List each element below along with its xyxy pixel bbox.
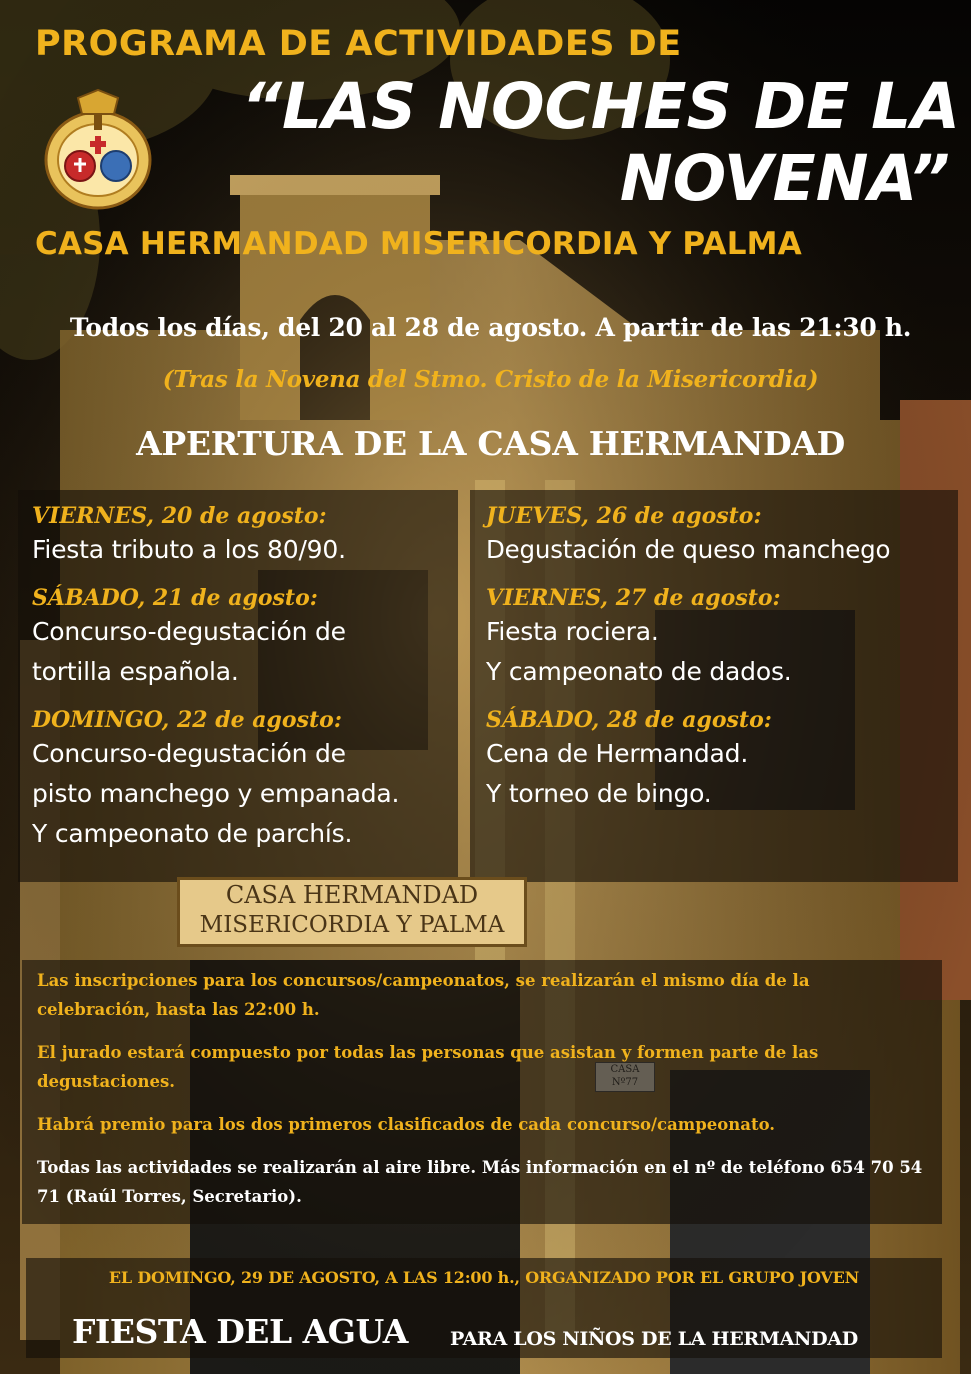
day-item — [32, 502, 457, 570]
day-item — [32, 706, 457, 854]
event-audience: PARA LOS NIÑOS DE LA HERMANDAD — [450, 1328, 858, 1350]
day-item — [32, 584, 457, 692]
activity-line: Y torneo de bingo. — [486, 779, 712, 808]
info-jury: El jurado estará compuesto por todas las personas que asistan y formen parte de las degustaciones. — [37, 1043, 819, 1091]
activity-line: Degustación de queso manchego — [486, 535, 891, 564]
main-title-line1: “LAS NOCHES DE LA — [241, 70, 960, 143]
day-label: VIERNES, 20 de agosto: — [32, 503, 327, 529]
activity-line: Y campeonato de parchís. — [32, 819, 353, 848]
building-sign — [177, 877, 527, 947]
schedule-dates: Todos los días, del 20 al 28 de agosto. A partir de las 21:30 h. — [69, 313, 912, 342]
day-label: SÁBADO, 28 de agosto: — [486, 707, 772, 733]
day-item — [486, 706, 956, 814]
day-item — [486, 502, 956, 570]
day-label: VIERNES, 27 de agosto: — [486, 585, 781, 611]
brotherhood-crest-icon — [40, 88, 156, 218]
sign-line2: MISERICORDIA Y PALMA — [199, 912, 505, 938]
activity-line: Fiesta rociera. — [486, 617, 659, 646]
activity-line: Cena de Hermandad. — [486, 739, 749, 768]
info-contact: Todas las actividades se realizarán al aire libre. Más información en el nº de teléfono 654 70 54 71 (Raúl Torres, Secretario). — [37, 1158, 923, 1206]
day-label: JUEVES, 26 de agosto: — [486, 503, 762, 529]
day-label: DOMINGO, 22 de agosto: — [32, 707, 342, 733]
info-panel — [22, 960, 942, 1224]
days-right-list — [486, 502, 956, 828]
opening-heading: APERTURA DE LA CASA HERMANDAD — [136, 424, 845, 463]
activity-line: Y campeonato de dados. — [486, 657, 792, 686]
day-item — [486, 584, 956, 692]
main-title-line2: NOVENA” — [619, 142, 950, 215]
footer-announcement: EL DOMINGO, 29 DE AGOSTO, A LAS 12:00 h., ORGANIZADO POR EL GRUPO JOVEN — [108, 1268, 860, 1287]
activity-line: Concurso-degustación de — [32, 739, 346, 768]
info-registration: Las inscripciones para los concursos/campeonatos, se realizarán el mismo día de la celebración, hasta las 22:00 h. — [37, 971, 810, 1019]
activity-line: Concurso-degustación de — [32, 617, 346, 646]
program-heading: PROGRAMA DE ACTIVIDADES DE — [35, 24, 682, 64]
sign-line1: CASA HERMANDAD — [225, 881, 479, 909]
event-name: FIESTA DEL AGUA — [72, 1312, 408, 1351]
day-label: SÁBADO, 21 de agosto: — [32, 585, 318, 611]
activity-line: Fiesta tributo a los 80/90. — [32, 535, 346, 564]
house-subtitle: CASA HERMANDAD MISERICORDIA Y PALMA — [35, 226, 802, 262]
info-prizes: Habrá premio para los dos primeros clasificados de cada concurso/campeonato. — [37, 1115, 776, 1134]
activity-line: pisto manchego y empanada. — [32, 779, 400, 808]
activity-line: tortilla española. — [32, 657, 239, 686]
schedule-note: (Tras la Novena del Stmo. Cristo de la Misericordia) — [162, 366, 819, 393]
days-left-list — [32, 502, 457, 868]
